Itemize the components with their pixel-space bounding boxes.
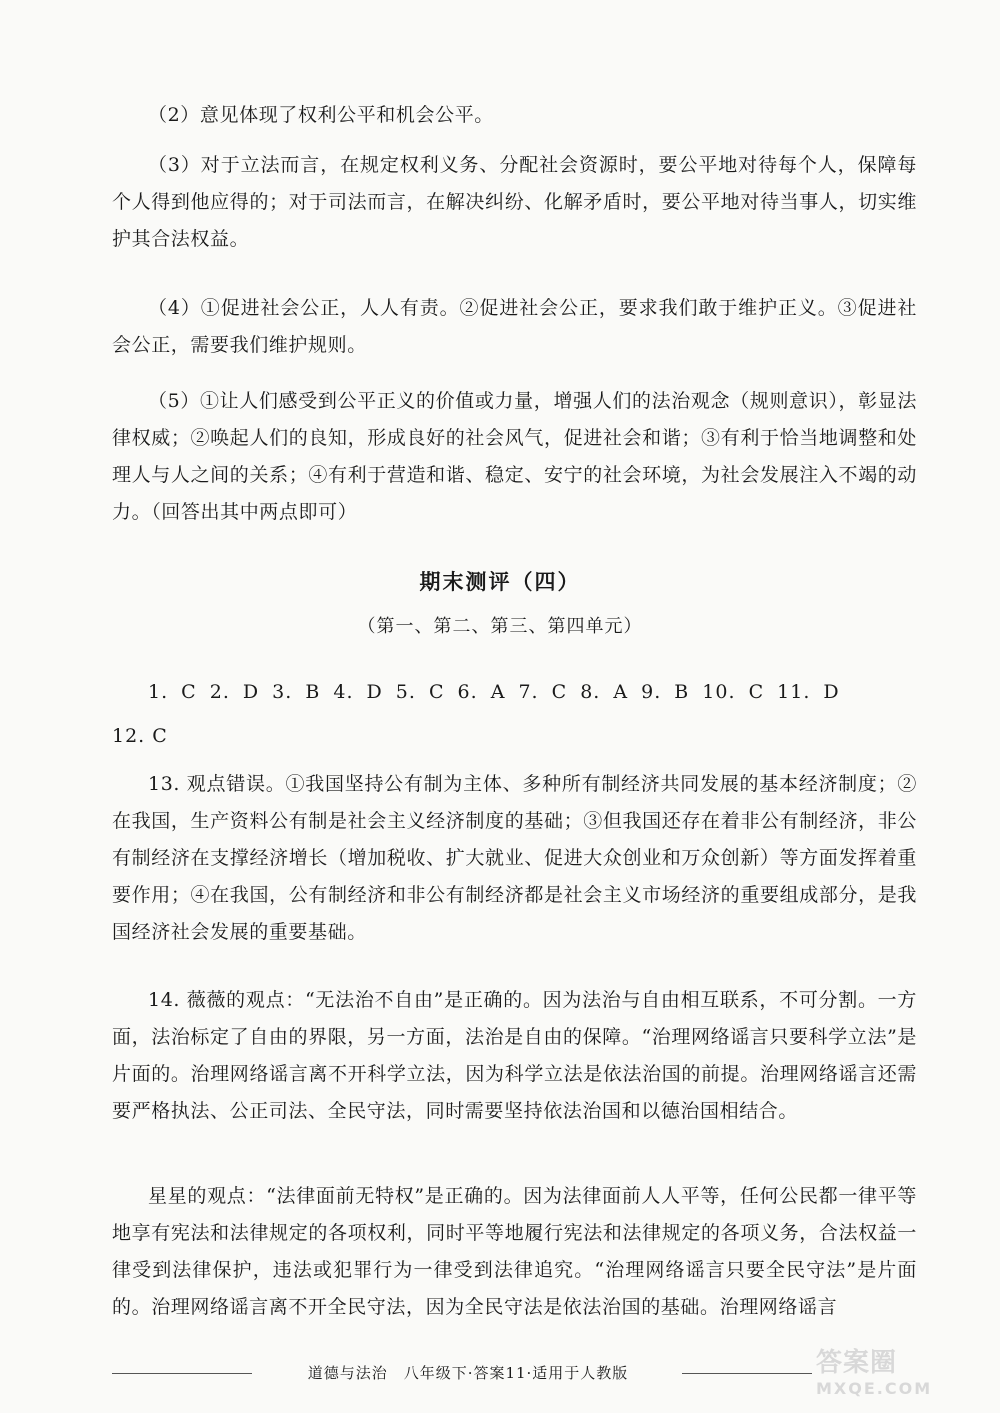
paragraph-text: 13. 观点错误。①我国坚持公有制为主体、多种所有制经济共同发展的基本经济制度；②在我国，生产资料公有制是社会主义经济制度的基础；③但我国还存在着非公有制经济，非公有制经济在支撑经济增长（增加税收、扩大就业、促进大众创业和万众创新）等方面发挥着重要作用；④在我国，公有制经济和非公有制经济都是社会主义市场经济的重要组成部分，是我国经济社会发展的重要基础。	[112, 773, 917, 943]
paragraph-text: （2）意见体现了权利公平和机会公平。	[148, 104, 494, 126]
answer-paragraph-5	[112, 383, 917, 531]
page-footer: 道德与法治 八年级下·答案11·适用于人教版	[307, 1364, 629, 1382]
section-title: 期末测评（四）	[419, 570, 581, 594]
paragraph-text: 星星的观点：“法律面前无特权”是正确的。因为法律面前人人平等，任何公民都一律平等地享有宪法和法律规定的各项权利，同时平等地履行宪法和法律规定的各项义务，合法权益一律受到法律保护，违法或犯罪行为一律受到法律追究。“治理网络谣言只要全民守法”是片面的。治理网络谣言离不开全民守法，因为全民守法是依法治国的基础。治理网络谣言	[112, 1185, 917, 1318]
footer-rule-right	[682, 1373, 812, 1374]
choice-answers-line-2: 12. C	[112, 725, 168, 747]
watermark-text: 答案圈	[816, 1348, 898, 1378]
watermark-url: MXQE.COM	[816, 1379, 933, 1398]
paragraph-text: 14. 薇薇的观点：“无法治不自由”是正确的。因为法治与自由相互联系，不可分割。一方面，法治标定了自由的界限，另一方面，法治是自由的保障。“治理网络谣言只要科学立法”是片面的。治理网络谣言离不开科学立法，因为科学立法是依法治国的前提。治理网络谣言还需要严格执法、公正司法、全民守法，同时需要坚持依法治国和以德治国相结合。	[112, 989, 917, 1122]
question-14-answer-xingxing	[112, 1178, 917, 1326]
choice-answers	[112, 670, 917, 758]
answer-paragraph-4	[112, 290, 917, 364]
answer-paragraph-3	[112, 147, 917, 258]
question-14-answer-weiwei	[112, 982, 917, 1130]
watermark-logo	[816, 1348, 966, 1406]
paragraph-text: （3）对于立法而言，在规定权利义务、分配社会资源时，要公平地对待每个人，保障每个人得到他应得的；对于司法而言，在解决纠纷、化解矛盾时，要公平地对待当事人，切实维护其合法权益。	[112, 154, 917, 250]
footer-rule-left	[112, 1373, 252, 1374]
paragraph-text: （4）①促进社会公正，人人有责。②促进社会公正，要求我们敢于维护正义。③促进社会公正，需要我们维护规则。	[112, 297, 917, 356]
choice-answers-line-1: 1. C 2. D 3. B 4. D 5. C 6. A 7. C 8. A 9. B 10. C 11. D	[148, 681, 840, 703]
paragraph-text: （5）①让人们感受到公平正义的价值或力量，增强人们的法治观念（规则意识），彰显法律权威；②唤起人们的良知，形成良好的社会风气，促进社会和谐；③有利于恰当地调整和处理人与人之间的关系；④有利于营造和谐、稳定、安宁的社会环境，为社会发展注入不竭的动力。（回答出其中两点即可）	[112, 390, 917, 523]
section-subtitle: （第一、第二、第三、第四单元）	[357, 616, 643, 637]
question-13-answer	[112, 766, 917, 951]
answer-paragraph-2	[112, 97, 917, 134]
